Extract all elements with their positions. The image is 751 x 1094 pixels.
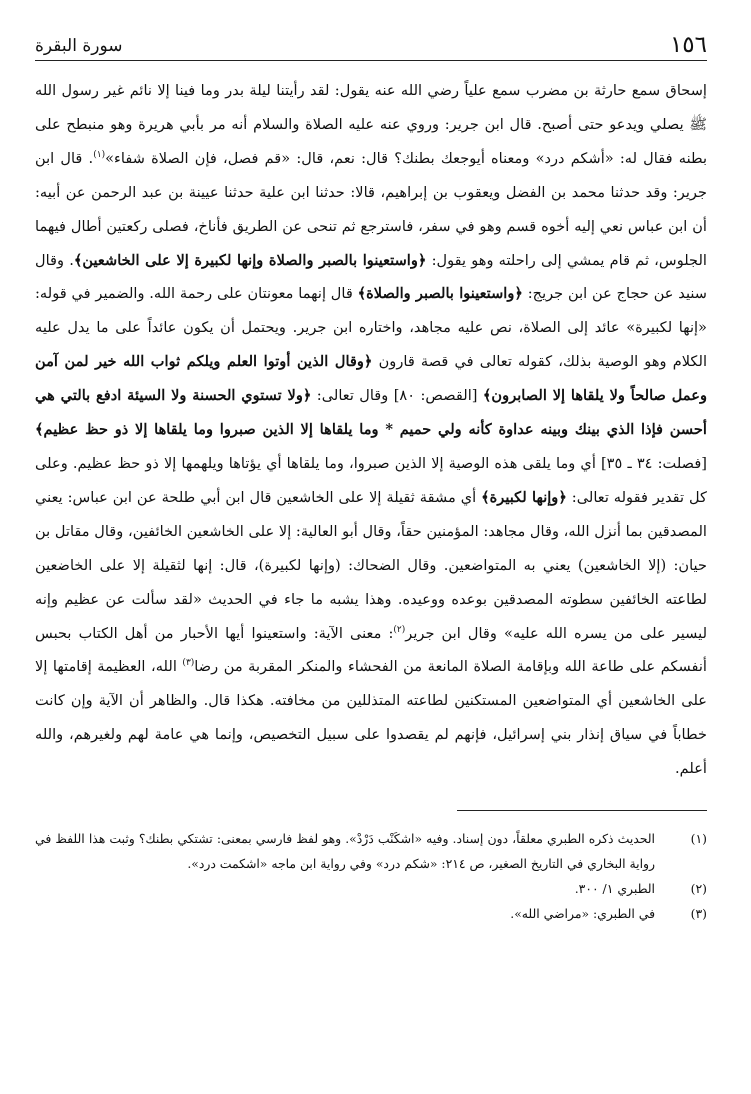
text-segment: . وقال سنيد عن حجاج عن ابن جريج: [35,251,707,303]
commentary-text [35,74,707,790]
footnote-ref: (٣) [182,658,195,669]
footnote-item [35,826,707,876]
commentary-paragraph [35,74,707,786]
footnote-number: (٣) [690,906,707,921]
footnote-divider [457,810,707,811]
quran-verse: ﴿واستعينوا بالصبر والصلاة وإنها لكبيرة إلا على الخاشعين﴾ [73,251,427,269]
footnote-text: في الطبري: «مراضي الله». [510,906,655,921]
text-segment: إسحاق سمع حارثة بن مضرب سمع علياً رضي الله عنه يقول: لقد رأيتنا ليلة بدر وما فينا إلا نائم غير رسول الله ﷺ يصلي ويدعو حتى أصبح. قال ابن جرير: وروي عنه عليه الصلاة والسلام أنه مر بأبي هريرة وهو منبطح على بطنه فقال له: «أشكم درد» ومعناه أيوجعك بطنك؟ قال: نعم، قال: «قم فصل، فإن الصلاة شفاء» [35,82,708,167]
footnote-number: (١) [690,831,707,846]
quran-verse: ﴿ولا تستوي الحسنة ولا السيئة ادفع بالتي هي أحسن فإذا الذي بينك وبينه عداوة كأنه ولي حميم * وما يلقاها إلا الذين صبروا وما يلقاها إلا ذو حظ عظيم﴾ [35,387,707,439]
text-segment: [القصص: ٨٠] وقال تعالى: [311,387,483,405]
footnote-ref: (٢) [393,624,406,635]
quran-verse: ﴿وإنها لكبيرة﴾ [481,488,567,506]
text-segment: . قال ابن جرير: وقد حدثنا محمد بن الفضل ويعقوب بن إبراهيم، قالا: حدثنا ابن علية حدثنا عيينة بن عبد الرحمن عن أبيه: أن ابن عباس نعي إليه أخوه قسم وهو في سفر، فاسترجع ثم تنحى عن الطريق فأناخ، فصلى ركعتين أطال فيهما الجلوس، ثم قام يمشي إلى راحلته وهو يقول: [35,149,707,269]
surah-title: سورة البقرة [35,36,123,56]
text-segment: الله، العظيمة إقامتها إلا على الخاشعين أي المتواضعين المستكنين لطاعته المتذللين من مخافته. هكذا قال. والظاهر أن الآية وإن كانت خطاباً في سياق إنذار بني إسرائيل، فإنهم لم يقصدوا على سبيل التخصيص، وإنما هي عامة لهم ولغيرهم، والله أعلم. [35,658,707,778]
footnote-ref: (١) [93,149,106,160]
footnote-text: الحديث ذكره الطبري معلقاً، دون إسناد. وفيه «اشكَنْب دَرْدْ». وهو لفظ فارسي بمعنى: تشتكي بطنك؟ وثبت هذا اللفظ في رواية البخاري في التاريخ الصغير، ص ٢١٤: «شكم درد» وفي رواية ابن ماجه «اشكمت درد». [35,831,655,871]
text-segment: : معنى الآية: واستعينوا أيها الأحبار من أهل الكتاب بحبس أنفسكم على طاعة الله وبإقامة الصلاة المانعة من الفحشاء والمنكر المقربة من رضا [35,624,707,676]
quran-verse: ﴿وقال الذين أوتوا العلم ويلكم ثواب الله خير لمن آمن وعمل صالحاً ولا يلقاها إلا الصابرون﴾ [35,353,707,405]
footnote-item [35,876,707,901]
text-segment: أي مشقة ثقيلة إلا على الخاشعين قال ابن أبي طلحة عن ابن عباس: يعني المصدقين بما أنزل الله، وقال مجاهد: المؤمنين حقاً، وقال أبو العالية: إلا على الخاشعين الخائفين، وقال مقاتل بن حيان: (إلا الخاشعين) يعني به المتواضعين. وقال الضحاك: (وإنها لكبيرة)، قال: إنها لثقيلة إلا على الخاضعين لطاعته الخائفين سطوته المصدقين بوعده ووعيده. وهذا يشبه ما جاء في الحديث «لقد سألت عن عظيم وإنه ليسير على من يسره الله عليه» وقال ابن جرير [35,488,708,642]
page-header [35,30,707,61]
page-number: ١٥٦ [669,32,707,58]
footnote-text: الطبري ١/ ٣٠٠. [574,881,655,896]
text-segment: [فصلت: ٣٤ ـ ٣٥] أي وما يلقى هذه الوصية إلا الذين صبروا، وما يلقاها أي يؤتاها ويلهمها إلا ذو حظ عظيم. وعلى كل تقدير فقوله تعالى: [35,454,707,506]
text-segment: قال إنهما معونتان على رحمة الله. والضمير في قوله: «إنها لكبيرة» عائد إلى الصلاة، نص عليه مجاهد، واختاره ابن جرير. ويحتمل أن يكون عائداً على ما يدل عليه الكلام وهو الوصية بذلك، كقوله تعالى في قصة قارون [35,285,707,371]
footnotes [35,826,707,926]
footnote-item [35,901,707,926]
quran-verse: ﴿واستعينوا بالصبر والصلاة﴾ [357,285,523,303]
footnote-number: (٢) [690,881,707,896]
